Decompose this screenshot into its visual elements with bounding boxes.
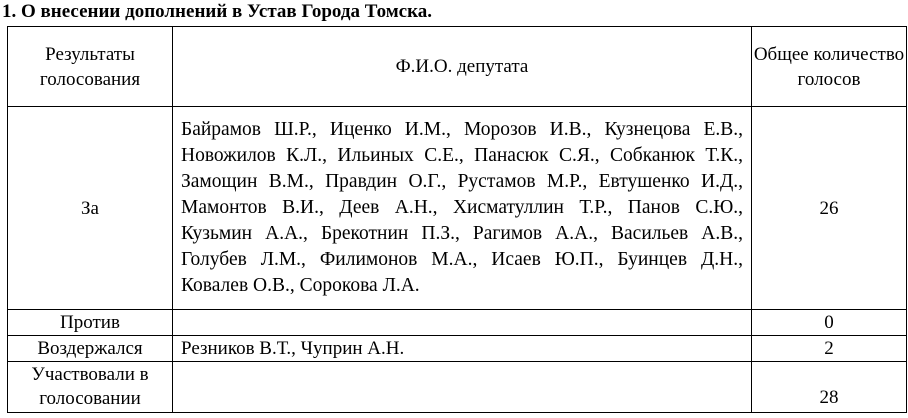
- result-against: Против: [8, 310, 173, 336]
- total-participated: 28: [752, 362, 907, 413]
- total-abstained: 2: [752, 336, 907, 362]
- table-row-for: [8, 107, 907, 310]
- table-header-row: [8, 27, 907, 107]
- names-cell-against: [173, 310, 752, 336]
- document-heading: 1. О внесении дополнений в Устав Города Томска.: [2, 1, 432, 22]
- result-abstained: Воздержался: [8, 336, 173, 362]
- header-result: Результаты голосования: [8, 27, 173, 107]
- header-total: Общее количество голосов: [752, 27, 907, 107]
- result-participated: Участвовали в голосовании: [8, 362, 173, 413]
- table-row-against: [8, 310, 907, 336]
- names-cell-abstained: [173, 336, 752, 362]
- names-cell-participated: [173, 362, 752, 413]
- total-against: 0: [752, 310, 907, 336]
- deputy-names-for: Байрамов Ш.Р., Иценко И.М., Морозов И.В., Кузнецова Е.В., Новожилов К.Л., Ильиных С.Е., Панасюк С.Я., Собканюк Т.К., Замощин В.М., Правдин О.Г., Рустамов М.Р., Евтушенко И.Д., Мамонтов В.И., Деев А.Н., Хисматуллин Т.Р., Панов С.Ю., Кузьмин А.А., Брекотнин П.З., Рагимов А.А., Васильев А.В., Голубев Л.М., Филимонов М.А., Исаев Ю.П., Буинцев Д.Н., Ковалев О.В., Сорокова Л.А.: [181, 119, 743, 296]
- table-row-participated: [8, 362, 907, 413]
- deputy-names-abstained: Резников В.Т., Чуприн А.Н.: [181, 338, 405, 359]
- total-for: 26: [752, 107, 907, 310]
- header-deputy: Ф.И.О. депутата: [173, 27, 752, 107]
- table-row-abstained: [8, 336, 907, 362]
- result-for: За: [8, 107, 173, 310]
- names-cell-for: [173, 107, 752, 310]
- voting-results-table: [7, 26, 907, 413]
